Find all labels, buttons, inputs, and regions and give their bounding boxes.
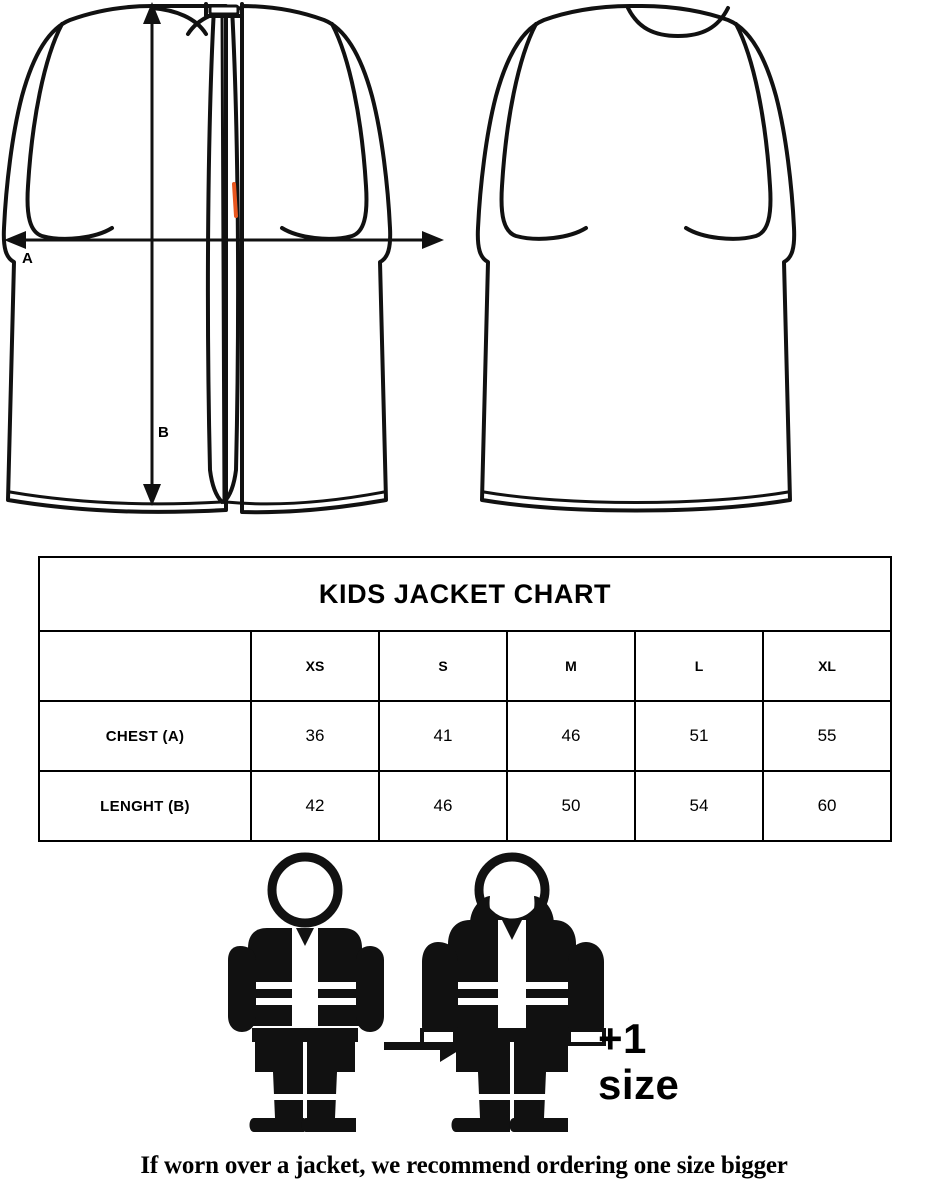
garment-diagram: [0, 0, 928, 540]
chest-value-m: 46: [507, 701, 635, 771]
chest-value-s: 41: [379, 701, 507, 771]
table-title-row: [39, 557, 891, 631]
wear-over-jacket-pictogram: [0, 850, 928, 1140]
chart-title: KIDS JACKET CHART: [39, 557, 891, 631]
vest-back-view: [478, 6, 794, 511]
measure-label-a: A: [22, 250, 34, 267]
measure-label-b: B: [158, 424, 170, 441]
length-value-l: 54: [635, 771, 763, 841]
row-label-length: LENGHT (B): [39, 771, 251, 841]
length-value-xs: 42: [251, 771, 379, 841]
footer-note: If worn over a jacket, we recommend ordering one size bigger: [140, 1152, 788, 1179]
table-row: [39, 771, 891, 841]
vest-technical-drawing: [0, 0, 928, 540]
chest-value-l: 51: [635, 701, 763, 771]
chest-value-xl: 55: [763, 701, 891, 771]
header-size-xl: XL: [763, 631, 891, 701]
plus-one-line-1: +1: [598, 1015, 647, 1062]
table-header-row: [39, 631, 891, 701]
header-size-s: S: [379, 631, 507, 701]
table-row: [39, 701, 891, 771]
plus-one-size-note: [598, 1016, 679, 1108]
header-corner-cell: [39, 631, 251, 701]
length-value-s: 46: [379, 771, 507, 841]
plus-one-line-2: size: [598, 1061, 680, 1108]
pictogram-area: [0, 850, 928, 1140]
vest-front-view: [4, 4, 390, 512]
length-value-xl: 60: [763, 771, 891, 841]
header-size-m: M: [507, 631, 635, 701]
length-value-m: 50: [507, 771, 635, 841]
person-wearing-vest-over-jacket: [422, 857, 604, 1132]
size-chart-table: [38, 556, 892, 842]
header-size-l: L: [635, 631, 763, 701]
header-size-xs: XS: [251, 631, 379, 701]
person-wearing-vest: [228, 857, 384, 1132]
chest-value-xs: 36: [251, 701, 379, 771]
row-label-chest: CHEST (A): [39, 701, 251, 771]
